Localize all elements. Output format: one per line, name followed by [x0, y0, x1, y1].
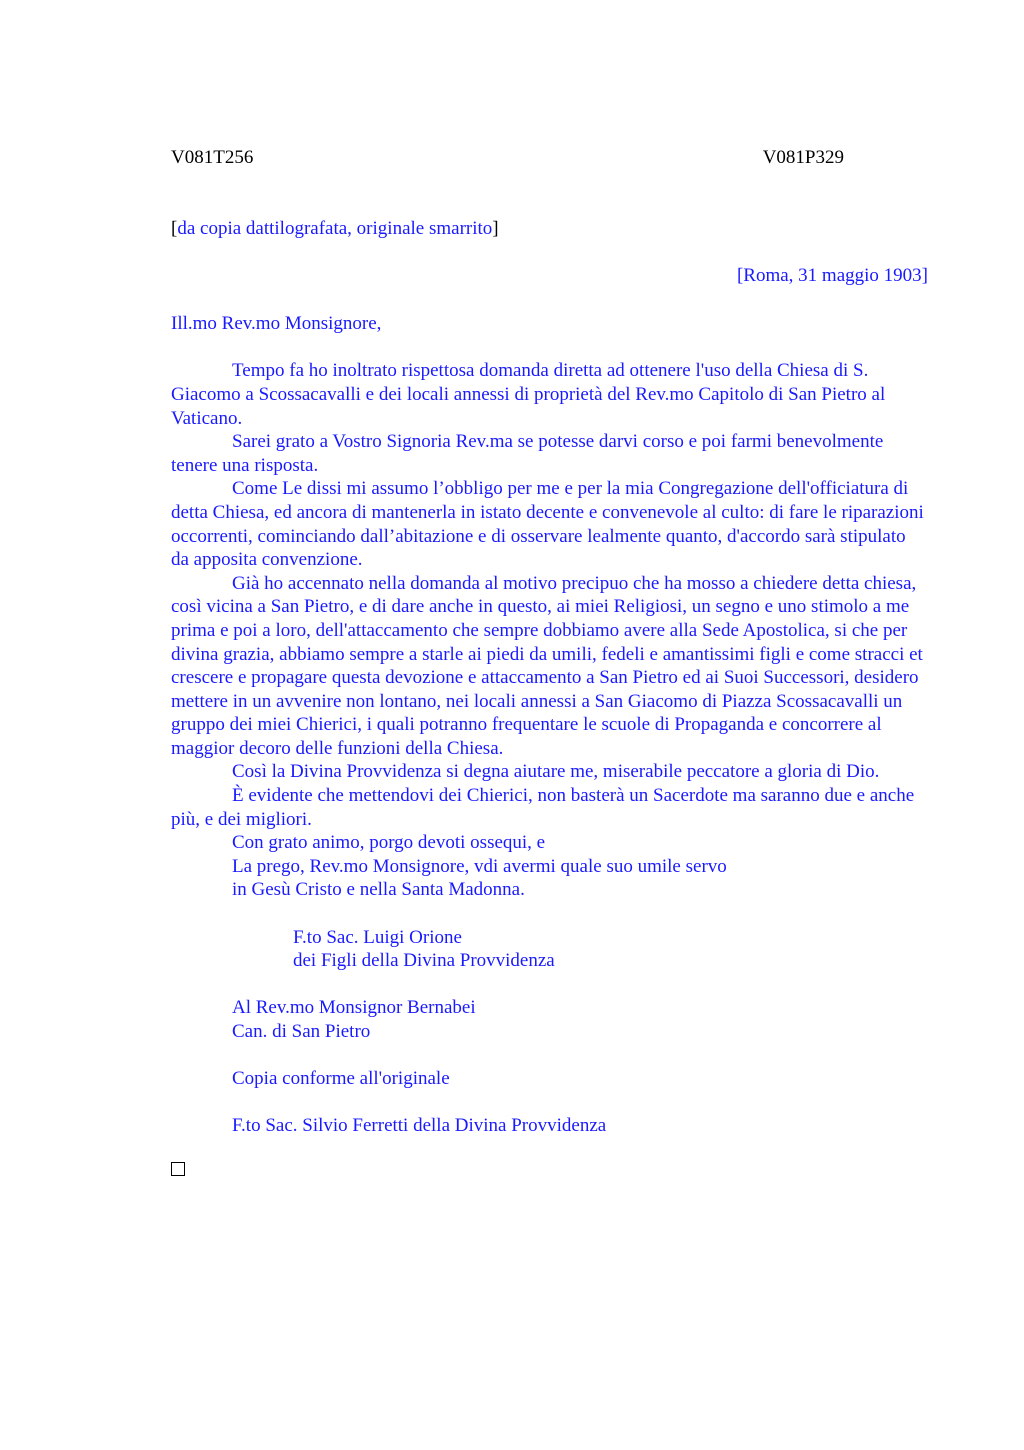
source-note: [da copia dattilografata, originale smarrito] — [171, 217, 499, 239]
body-paragraph: Già ho accennato nella domanda al motivo precipuo che ha mosso a chiedere detta chiesa, così vicina a San Pietro, e di dare anche in questo, ai miei Religiosi, un segno e uno stimolo a me prima e poi a loro, dell'attaccamento che sempre dobbiamo avere alla Sede Apostolica, si che per divina grazia, abbiamo sempre a starle ai piedi da umili, fedeli e amantissimi figli e come stracci et crescere e propagare questa devozione e attaccamento a San Pietro ed ai Suoi Successori, desidero mettere in un avvenire non lontano, nei locali annessi a San Giacomo di Piazza Scossacavalli un gruppo dei miei Chierici, i quali potranno frequentare le scuole di Propaganda e concorrere al maggior decoro delle funzioni della Chiesa. — [171, 572, 923, 759]
salutation: Ill.mo Rev.mo Monsignore, — [171, 312, 382, 334]
body-paragraph: Tempo fa ho inoltrato rispettosa domanda diretta ad ottenere l'uso della Chiesa di S. Giacomo a Scossacavalli e dei locali annessi di proprietà del Rev.mo Capitolo di San Pietro al Vaticano. — [171, 360, 886, 429]
closing-line: Con grato animo, porgo devoti ossequi, e — [232, 832, 546, 854]
body-paragraph: Sarei grato a Vostro Signoria Rev.ma se potesse darvi corso e poi farmi benevolmente tenere una risposta. — [171, 431, 884, 476]
recipient-line: Al Rev.mo Monsignor Bernabei — [232, 997, 476, 1019]
volume-code-left: V081T256 — [171, 147, 254, 168]
copy-signature: F.to Sac. Silvio Ferretti della Divina Provvidenza — [232, 1115, 607, 1137]
signature-line: dei Figli della Divina Provvidenza — [293, 950, 555, 972]
body-paragraph: Così la Divina Provvidenza si degna aiutare me, miserabile peccatore a gloria di Dio. — [232, 761, 880, 783]
signature-block — [171, 926, 928, 973]
letter-page — [171, 146, 928, 1176]
body-paragraph: È evidente che mettendovi dei Chierici, non basterà un Sacerdote ma saranno due e anche più, e dei migliori. — [171, 785, 915, 830]
recipient-block — [171, 996, 928, 1043]
closing-line: in Gesù Cristo e nella Santa Madonna. — [232, 879, 525, 901]
document-header — [171, 146, 928, 170]
date-line: [Roma, 31 maggio 1903] — [736, 265, 928, 287]
closing-line: La prego, Rev.mo Monsignore, vdi avermi quale suo umile servo — [232, 855, 727, 877]
volume-code-right: V081P329 — [762, 147, 844, 168]
recipient-line: Can. di San Pietro — [232, 1021, 371, 1042]
signature-line: F.to Sac. Luigi Orione — [293, 926, 462, 948]
copy-note: Copia conforme all'originale — [232, 1068, 450, 1090]
end-square-icon — [171, 1162, 185, 1176]
closing-block — [171, 831, 928, 902]
body-paragraph: Come Le dissi mi assumo l’obbligo per me e per la mia Congregazione dell'officiatura di detta Chiesa, ed ancora di mantenerla in istato decente e convenevole al culto: di fare le riparazioni occorrenti, cominciando dall’abitazione e di osservare lealmente quanto, d'accordo sarà stipulato da apposita convenzione. — [171, 478, 924, 571]
